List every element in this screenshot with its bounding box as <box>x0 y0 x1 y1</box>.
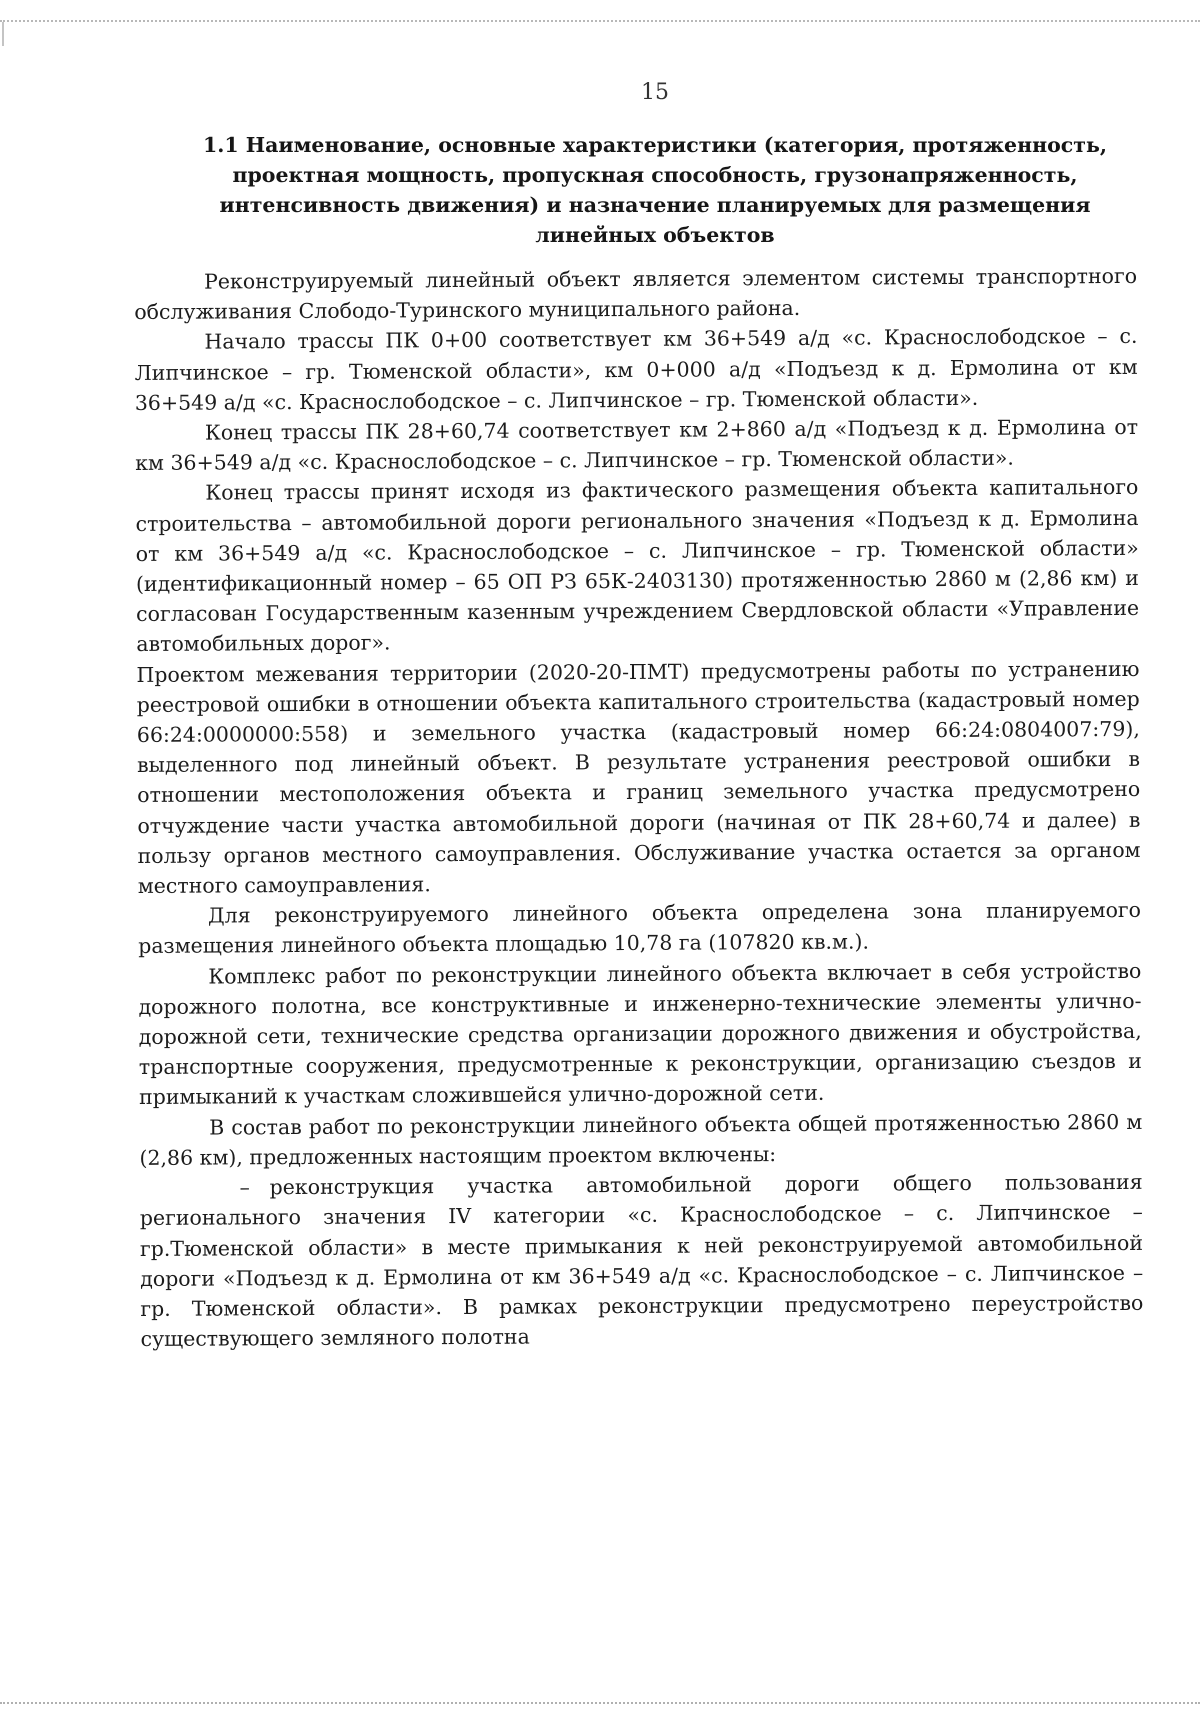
list-item <box>140 1167 1144 1354</box>
scan-edge-bottom <box>0 1702 1200 1704</box>
section-heading: 1.1 Наименование, основные характеристики (категория, протяженность, проектная мощность, пропускная способность, грузонапряженность, интенсивность движения) и назначение планируемых для размещения линейных объектов <box>202 133 1108 247</box>
paragraph-object-purpose: Реконструируемый линейный объект является элементом системы транспортного обслуживания Слободо-Туринского муниципального района. <box>134 263 1138 325</box>
list-dash-marker: – <box>239 1175 250 1200</box>
paragraph-survey-project: Проектом межевания территории (2020-20-ПМТ) предусмотрены работы по устранению реестровой ошибки в отношении объекта капитального строительства (кадастровый номер 66:24:0000000:558) и земельного участка (кадастровый номер 66:24:0804007:79), выделенного под линейный объект. В результате устранения реестровой ошибки в отношении местоположения объекта и границ земельного участка предусмотрено отчуждение части участка автомобильной дороги (начиная от ПК 28+60,74 и далее) в пользу органов местного самоуправления. Обслуживание участка остается за органом местного самоуправления. <box>136 656 1141 899</box>
document-body <box>134 261 1144 1354</box>
scan-edge-left <box>2 22 4 46</box>
list-item-text: реконструкция участка автомобильной дороги общего пользования регионального значения IV категории «с. Краснослободское – с. Липчинское – гр.Тюменской области» в месте примыкания к ней реконструируемой автомобильной дороги «Подъезд к д. Ермолина от км 36+549 а/д «с. Краснослободское – с. Липчинское – гр. Тюменской области». В рамках реконструкции предусмотрено переустройство существующего земляного полотна <box>139 1169 1144 1352</box>
scan-edge-top <box>0 20 1200 22</box>
page-number: 15 <box>641 80 669 105</box>
paragraph-zone-area: Для реконструируемого линейного объекта определена зона планируемого размещения линейного объекта площадью 10,78 га (107820 кв.м.). <box>138 898 1142 959</box>
paragraph-route-end-basis: Конец трассы принят исходя из фактического размещения объекта капитального строительства – автомобильной дороги регионального значения «Подъезд к д. Ермолина от км 36+549 а/д «с. Краснослободское – с. Липчинское – гр. Тюменской области» (идентификационный номер – 65 ОП РЗ 65К-2403130) протяженностью 2860 м (2,86 км) и согласован Государственным казенным учреждением Свердловской области «Управление автомобильных дорог». <box>135 475 1140 657</box>
paragraph-works-composition: В состав работ по реконструкции линейного объекта общей протяженностью 2860 м (2,86 км), предложенных настоящим проектом включены: <box>139 1109 1143 1170</box>
paragraph-route-end: Конец трассы ПК 28+60,74 соответствует км 2+860 а/д «Подъезд к д. Ермолина от км 36+549 а/д «с. Краснослободское – с. Липчинское – гр. Тюменской области». <box>135 414 1139 476</box>
paragraph-route-start: Начало трассы ПК 0+00 соответствует км 36+549 а/д «с. Краснослободское – с. Липчинское – гр. Тюменской области», км 0+000 а/д «Подъезд к д. Ермолина от км 36+549 а/д «с. Краснослободское – с. Липчинское – гр. Тюменской области». <box>134 324 1138 415</box>
paragraph-works-complex: Комплекс работ по реконструкции линейного объекта включает в себя устройство дорожного полотна, все конструктивные и инженерно-технические элементы улично-дорожной сети, технические средства организации дорожного движения и обустройства, транспортные сооружения, предусмотренные к реконструкции, организацию съездов и примыканий к участкам сложившейся улично-дорожной сети. <box>138 958 1142 1110</box>
